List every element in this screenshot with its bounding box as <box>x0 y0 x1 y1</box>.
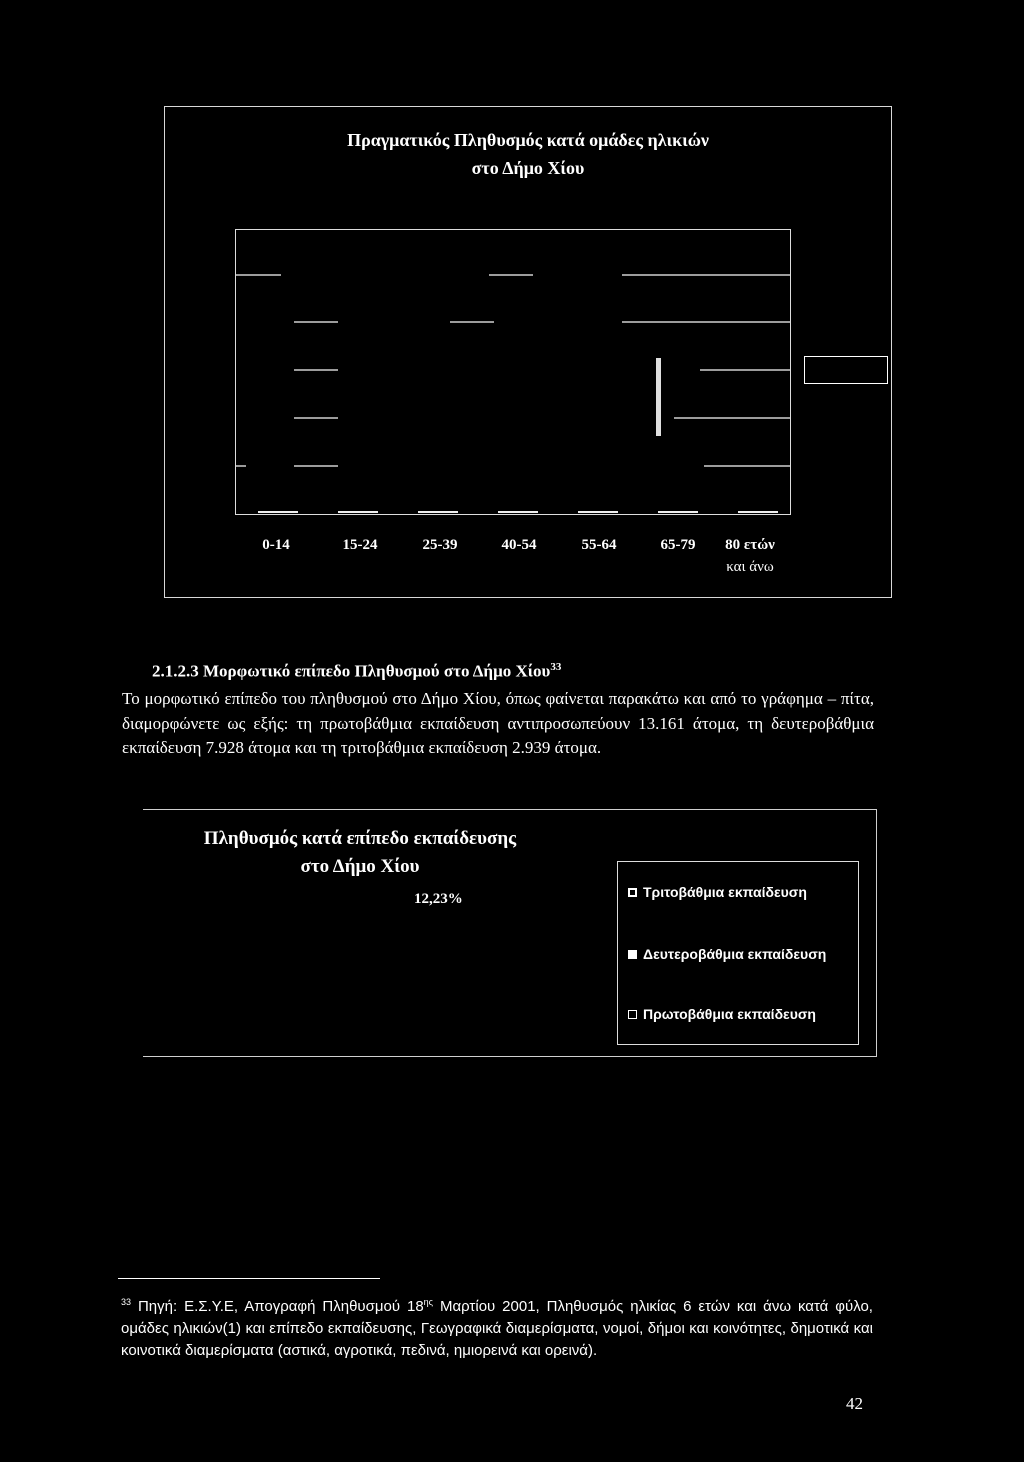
footnote-ref: 33 <box>550 661 562 673</box>
legend-swatch-primary <box>628 1010 637 1019</box>
tick-label-65-79: 65-79 <box>660 537 696 553</box>
tick-label-25-39: 25-39 <box>422 537 458 553</box>
tick-label-55-64: 55-64 <box>581 537 617 553</box>
legend-item-tertiary <box>628 884 807 900</box>
footnote-rule <box>118 1278 380 1279</box>
bar-fragment <box>656 358 661 436</box>
education-chart-title <box>160 825 560 881</box>
tick-label-80-line2: και άνω <box>726 559 774 575</box>
age-chart-title-line1: Πραγματικός Πληθυσμός κατά ομάδες ηλικιών <box>347 130 709 150</box>
legend-item-primary <box>628 1006 816 1022</box>
section-heading <box>152 661 561 682</box>
tick-label-15-24: 15-24 <box>342 537 378 553</box>
tick-label-0-14: 0-14 <box>262 537 290 553</box>
body-paragraph: Το μορφωτικό επίπεδο του πληθυσμού στο Δήμο Χίου, όπως φαίνεται παρακάτω και από το γράφημα – πίτα, διαμορφώνετε ως εξής: τη πρωτοβάθμια εκπαίδευση αντιπροσωπεύουν 13.161 άτομα, τη δευτεροβάθμια εκπαίδευση 7.928 άτομα και τη τριτοβάθμια εκπαίδευση 2.939 άτομα. <box>122 689 874 757</box>
footnote-text-a: Πηγή: Ε.Σ.Υ.Ε, Απογραφή Πληθυσμού 18 <box>137 1298 424 1315</box>
legend-item-secondary <box>628 946 826 962</box>
pie-slice-label: 12,23% <box>414 891 463 907</box>
age-chart-title <box>164 126 892 182</box>
legend-label-primary: Πρωτοβάθμια εκπαίδευση <box>643 1006 816 1022</box>
footnote-text-b: Μαρτίου 2001, Πληθυσμός ηλικίας 6 ετών και άνω κατά φύλο, ομάδες ηλικιών(1) και επίπεδο εκπαίδευσης, Γεωγραφικά διαμερίσματα, νομοί, δήμοι και κοινότητες, δημοτικά και κοινοτικά διαμερίσματα (αστικά, αγροτικά, πεδινά, ημιορεινά και ορεινά). <box>121 1298 873 1359</box>
age-chart-svg <box>236 230 790 514</box>
age-chart-title-line2: στο Δήμο Χίου <box>471 158 585 178</box>
age-chart-plot-area <box>235 229 791 515</box>
footnote-text-sup: ης <box>423 1297 434 1307</box>
section-heading-text: 2.1.2.3 Μορφωτικό επίπεδο Πληθυσμού στο Δήμο Χίου <box>152 661 551 681</box>
tick-label-80: 80 ετών <box>725 537 775 553</box>
footnote-marker: 33 <box>121 1297 132 1307</box>
legend-label-tertiary: Τριτοβάθμια εκπαίδευση <box>643 884 807 900</box>
education-chart-title-line2: στο Δήμο Χίου <box>300 856 420 877</box>
age-chart-legend-box <box>804 356 888 384</box>
legend-swatch-secondary <box>628 950 637 959</box>
page-number: 42 <box>846 1394 863 1413</box>
education-chart-title-line1: Πληθυσμός κατά επίπεδο εκπαίδευσης <box>203 828 517 849</box>
footnote <box>121 1291 873 1362</box>
tick-label-40-54: 40-54 <box>501 537 537 553</box>
gridline-fragments <box>236 275 790 466</box>
legend-swatch-tertiary <box>628 888 637 897</box>
legend-label-secondary: Δευτεροβάθμια εκπαίδευση <box>643 946 827 962</box>
education-chart-legend <box>617 861 859 1045</box>
